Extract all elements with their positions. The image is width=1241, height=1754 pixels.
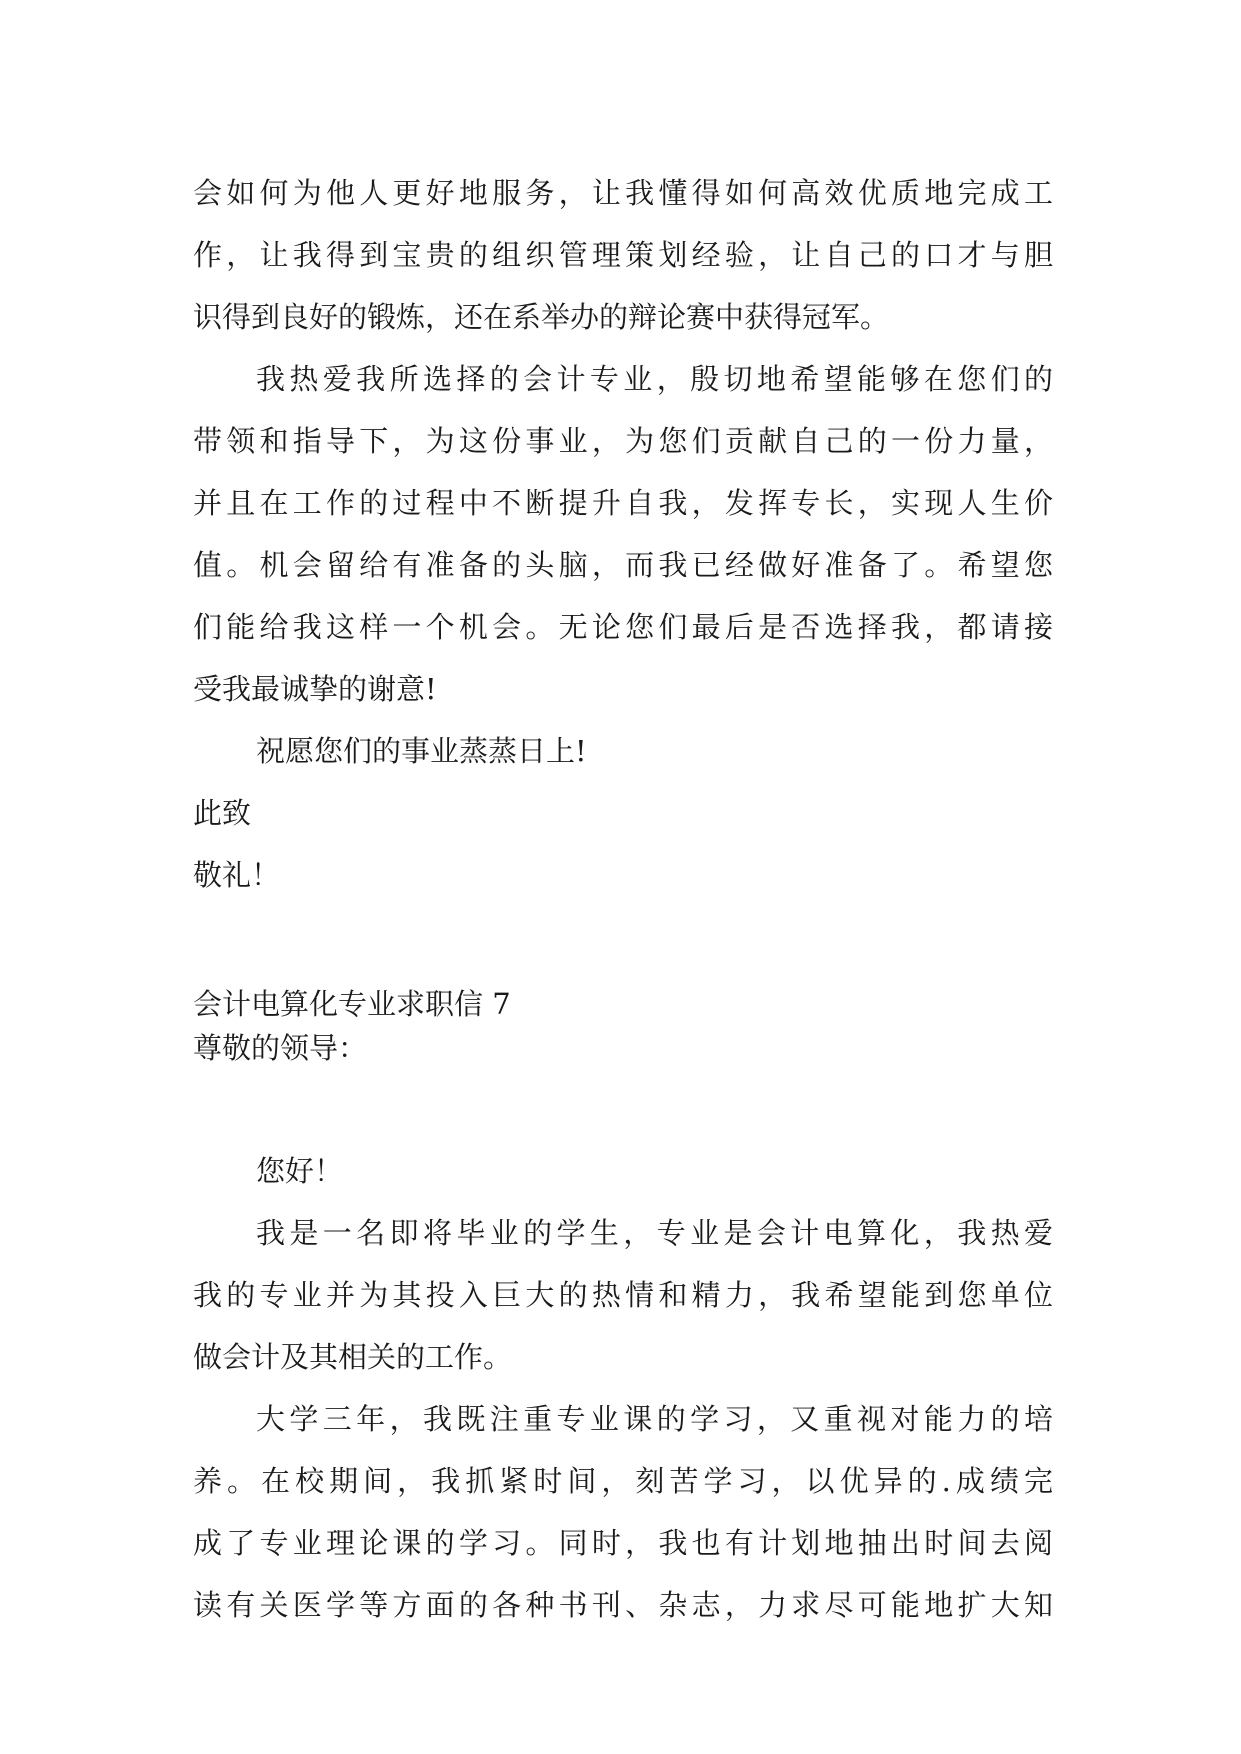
paragraph-line: 会如何为他人更好地服务，让我懂得如何高效优质地完成工: [193, 176, 1053, 210]
spacer: [193, 906, 1053, 982]
letter-body: [193, 162, 1053, 1636]
paragraph-line: 大学三年，我既注重专业课的学习，又重视对能力的培: [256, 1402, 1053, 1436]
paragraph-line: 成了专业理论课的学习。同时，我也有计划地抽出时间去阅: [193, 1526, 1053, 1560]
spacer: [193, 1070, 1053, 1140]
salutation-closing: 此致: [193, 796, 252, 830]
greeting-hello: 您好！: [256, 1154, 344, 1188]
paragraph-line: 养。在校期间，我抓紧时间，刻苦学习，以优异的.成绩完: [193, 1464, 1053, 1498]
paragraph-line: 们能给我这样一个机会。无论您们最后是否选择我，都请接: [193, 610, 1053, 644]
paragraph-line: 并且在工作的过程中不断提升自我，发挥专长，实现人生价: [193, 486, 1053, 520]
paragraph-line: 我是一名即将毕业的学生，专业是会计电算化，我热爱: [256, 1216, 1053, 1250]
closing-wish: 祝愿您们的事业蒸蒸日上!: [256, 734, 587, 768]
paragraph-line: 我热爱我所选择的会计专业，殷切地希望能够在您们的: [256, 362, 1053, 396]
paragraph-line: 受我最诚挚的谢意!: [193, 672, 437, 706]
paragraph-line: 读有关医学等方面的各种书刊、杂志，力求尽可能地扩大知: [193, 1588, 1053, 1622]
paragraph-line: 我的专业并为其投入巨大的热情和精力，我希望能到您单位: [193, 1278, 1053, 1312]
paragraph-line: 值。机会留给有准备的头脑，而我已经做好准备了。希望您: [193, 548, 1053, 582]
paragraph-line: 识得到良好的锻炼，还在系举办的辩论赛中获得冠军。: [193, 300, 890, 334]
paragraph-line: 做会计及其相关的工作。: [193, 1340, 513, 1374]
paragraph-line: 带领和指导下，为这份事业，为您们贡献自己的一份力量，: [193, 424, 1053, 458]
salutation-regards: 敬礼！: [193, 858, 281, 892]
greeting-recipient: 尊敬的领导：: [193, 1031, 368, 1065]
section-title: 会计电算化专业求职信 7: [193, 987, 511, 1021]
paragraph-line: 作，让我得到宝贵的组织管理策划经验，让自己的口才与胆: [193, 238, 1053, 272]
